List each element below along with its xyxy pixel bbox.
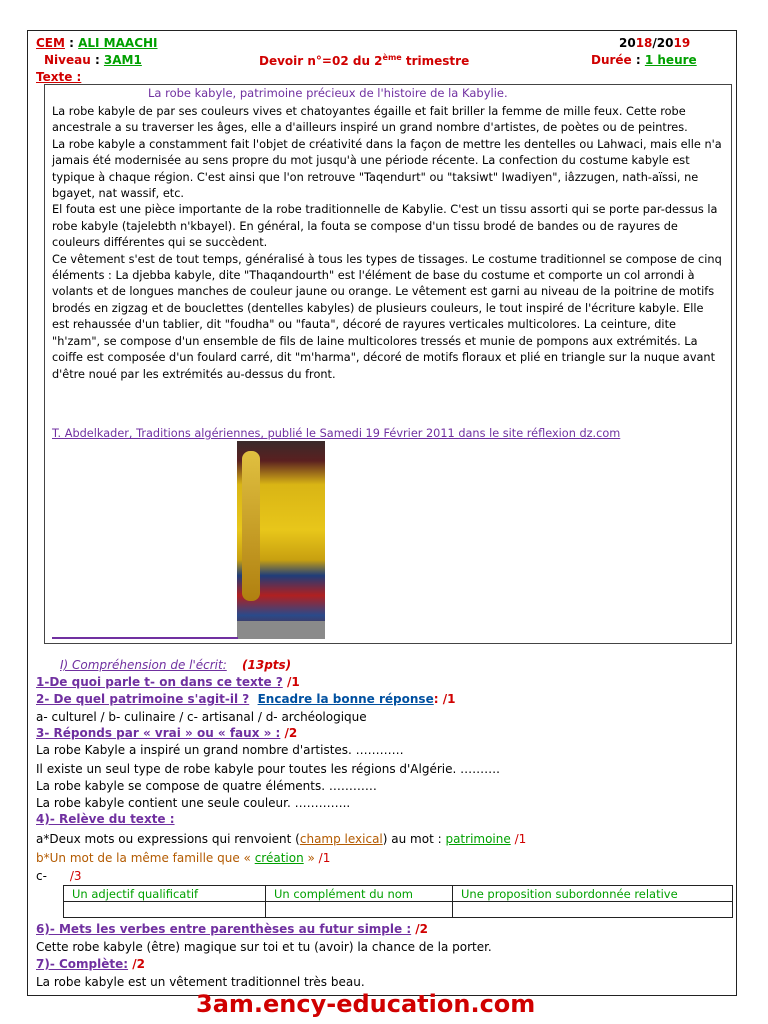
duree-label: Durée (591, 53, 632, 67)
duree-line (591, 53, 697, 67)
duree-value: 1 heure (644, 53, 697, 67)
answer-table (63, 885, 733, 918)
table-header-cell: Un complément du nom (266, 886, 453, 902)
answer-cell[interactable] (266, 902, 453, 918)
q3-item-1: La robe Kabyle a inspiré un grand nombre d'artistes. ………… (36, 743, 404, 757)
year-sep: /20 (652, 36, 674, 50)
photo-floor (237, 621, 325, 639)
q4a-field: champ lexical (299, 832, 383, 846)
q4c-label: c- (36, 869, 47, 883)
paragraph-2: La robe kabyle a constamment fait l'objet de créativité dans la façon de mettre les dentelles ou Lahwaci, mais elle n'a jamais été modernisée au sens propre du mot jusqu'à une période récente. La confection du costume kabyle est typique à chaque région. C'est ainsi que l'on retrouve "Taqendurt" ou "taksiwt" Iwadiyen", iâzzugen, nath-aïssi, ne bgayet, nat wassif, etc. (52, 137, 722, 201)
kabyle-dress-photo (237, 441, 325, 639)
table-row (64, 902, 733, 918)
q2-text: 2- De quel patrimoine s'agit-il ? (36, 692, 250, 706)
table-header-row (64, 886, 733, 902)
devoir-end: trimestre (401, 54, 470, 68)
devoir-title (259, 53, 469, 68)
paragraph-1: La robe kabyle de par ses couleurs vives et chatoyantes égaille et fait briller la femme de mille feux. Cette robe ancestrale a su traverser les âges, elle a d'ailleurs inspiré un grand nombre d'artistes, de poètes ou de peintres. (52, 105, 688, 135)
q4c (36, 869, 82, 883)
school-year (619, 36, 690, 50)
cem-line (36, 36, 158, 50)
q4a-word: patrimoine (445, 832, 511, 846)
q4a-points: /1 (510, 832, 527, 846)
duree-sep: : (631, 53, 645, 67)
section1-title: I) Compréhension de l'écrit: (60, 658, 227, 672)
q4c-points: /3 (69, 869, 82, 883)
section1-points: (13pts) (242, 658, 292, 672)
niveau-value: 3AM1 (103, 53, 142, 67)
passage-title: La robe kabyle, patrimoine précieux de l'histoire de la Kabylie. (148, 86, 508, 100)
niveau-sep: : (90, 53, 104, 67)
q7-sentence: La robe kabyle est un vêtement traditionnel très beau. (36, 975, 365, 989)
passage-source[interactable]: T. Abdelkader, Traditions algériennes, publié le Samedi 19 Février 2011 dans le site réflexion dz.com (52, 427, 621, 440)
q2-instruction: Encadre la bonne réponse (257, 692, 434, 706)
q3-points: /2 (280, 726, 298, 740)
q2 (36, 692, 455, 706)
q4b-end: » (303, 851, 315, 865)
q4b (36, 851, 330, 865)
year-prefix: 20 (619, 36, 636, 50)
paragraph-4: Ce vêtement s'est de tout temps, généralisé à tous les types de tissages. Le costume traditionnel se compose de cinq éléments : La djebba kabyle, dite "Thaqandourth" est l'élément de base du costume et comporte un col arrondi à volants et de longues manches de couleur jaune ou orange. Le vêtement est garni au niveau de la poitrine de motifs brodés en zigzag et de bouclettes (dentelles kabyles) de plusieurs couleurs, le tout inspiré de l'écriture kabyle. Elle est rehaussée d'un tablier, dit "foudha" ou "fauta", décoré de rayures verticales multicolores. La ceinture, dite "h'zam", se compose d'un ensemble de fils de laine multicolores tressés et munie de pompons aux extrémités. La coiffe est composée d'un foulard carré, dit "m'harma", décoré de motifs floraux et plié en triangle sur la nuque avant d'être noué par les extrémités au-dessus du front. (52, 252, 722, 381)
q1 (36, 675, 300, 689)
year-b: 19 (673, 36, 691, 50)
q4: 4)- Relève du texte : (36, 812, 175, 826)
section1-heading (60, 658, 291, 672)
q7-points: /2 (128, 957, 145, 971)
devoir-text: Devoir n°=02 du 2 (259, 54, 383, 68)
q4a-end: ) au mot : (382, 832, 446, 846)
q3-item-3: La robe kabyle se compose de quatre éléments. ………… (36, 779, 377, 793)
decorative-underline (52, 637, 238, 639)
answer-cell[interactable] (453, 902, 733, 918)
q3-item-2: Il existe un seul type de robe kabyle pour toutes les régions d'Algérie. ………. (36, 762, 500, 776)
q4b-points: /1 (314, 851, 331, 865)
q6-text: 6)- Mets les verbes entre parenthèses au futur simple : (36, 922, 412, 936)
year-a: 18 (635, 36, 653, 50)
q7 (36, 957, 145, 971)
q2-options: a- culturel / b- culinaire / c- artisanal / d- archéologique (36, 710, 367, 724)
q6-sentence: Cette robe kabyle (être) magique sur toi et tu (avoir) la chance de la porter. (36, 940, 492, 954)
cem-label: CEM (36, 36, 65, 50)
q6 (36, 922, 428, 936)
q3 (36, 726, 297, 740)
dress-sleeve-shape (242, 451, 260, 601)
q6-points: /2 (411, 922, 429, 936)
footer-website[interactable]: 3am.ency-education.com (196, 990, 536, 1018)
q4b-text: b*Un mot de la même famille que « (36, 851, 255, 865)
cem-value: ALI MAACHI (78, 36, 158, 50)
table-header-cell: Une proposition subordonnée relative (453, 886, 733, 902)
paragraph-3: El fouta est une pièce importante de la robe traditionnelle de Kabylie. C'est un tissu assorti qui se porte par-dessus la robe kabyle (tajelebth n'kbayel). En général, la fouta se compose d'un tissu brodé de bandes ou de rayures de couleurs différentes qui se succèdent. (52, 203, 718, 250)
niveau-line (44, 53, 142, 67)
passage-body (52, 104, 722, 383)
cem-sep: : (64, 36, 79, 50)
q7-text: 7)- Complète: (36, 957, 129, 971)
texte-label: Texte : (36, 70, 82, 84)
table-header-cell: Un adjectif qualificatif (64, 886, 266, 902)
q3-item-4: La robe kabyle contient une seule couleur. ………….. (36, 796, 351, 810)
q1-text: 1-De quoi parle t- on dans ce texte ? (36, 675, 283, 689)
q4a (36, 832, 526, 846)
q1-points: /1 (282, 675, 300, 689)
q4a-text: a*Deux mots ou expressions qui renvoient ( (36, 832, 300, 846)
q3-text: 3- Réponds par « vrai » ou « faux » : (36, 726, 281, 740)
q2-points: : /1 (433, 692, 456, 706)
niveau-label: Niveau (44, 53, 91, 67)
devoir-sup: ème (382, 53, 402, 62)
answer-cell[interactable] (64, 902, 266, 918)
q4b-word: création (254, 851, 304, 865)
